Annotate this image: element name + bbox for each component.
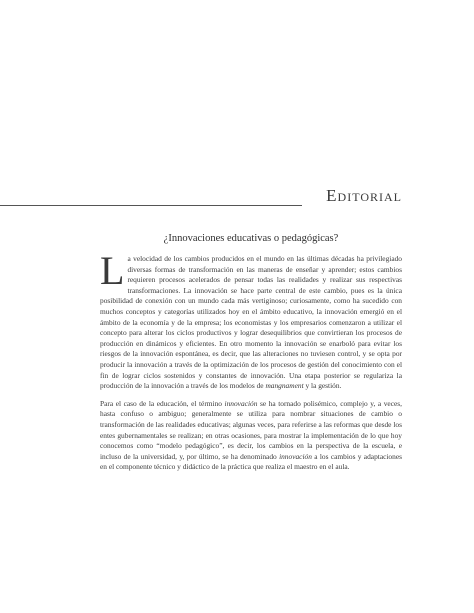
italic-term: innovación: [224, 398, 258, 408]
paragraph-1-end: y la gestión.: [305, 381, 342, 391]
paragraph-1-text: a velocidad de los cambios producidos en el mundo en las últimas décadas ha privilegiado diversas formas de transformación en las maneras de enseñar y aprender; estos cambios requieren procesos acelerados de pensar todas las realidades y realizar sus respectivas transformaciones. La innovación se hace parte central de este cambio, pues es la única posibilidad de conexión con un mundo cada más vertiginoso; curiosamente, como ha sucedido con muchos conceptos y categorías utilizados hoy en el ámbito educativo, la innovación emergió en el ámbito de la economía y de la empresa; los economistas y los empresarios comenzaron a utilizar el concepto para alterar los ciclos productivos y lograr desequilibrios que convirtieran los procesos de producción en dinámicos y eficientes. En otro momento la innovación se enarboló para evitar los riesgos de la innovación espontánea, es decir, que las alteraciones no tuviesen control, y se opta por producir la innovación a través de la optimización de los procesos de gestión del conocimiento con el fin de lograr ciclos sostenidos y constantes de innovación. Una etapa posterior se regulariza la producción de la innovación a través de los modelos de: [100, 254, 402, 391]
paragraph-2-part-b: se ha tornado polisémico, complejo y, a veces, hasta confuso o ambiguo; generalmente se utiliza para nombrar situaciones de cambio o transformación de las realidades educativas; algunas veces, para referirse a las reformas que desde los entes gubernamentales se realizan; en otras ocasiones, para mostrar la implementación de lo que hoy conocemos como “modelo pedagógico”, es decir, los cambios en la perspectiva de la escuela, e incluso de la universidad, y, por último, se ha denominado: [100, 398, 402, 461]
drop-cap: L: [100, 248, 125, 293]
paragraph-1: [100, 248, 402, 392]
section-header: [100, 186, 402, 206]
italic-term: innovación: [279, 451, 312, 461]
italic-term: mangnament: [265, 381, 304, 391]
paragraph-2-part-a: Para el caso de la educación, el término: [100, 398, 222, 408]
article-title: ¿Innovaciones educativas o pedagógicas?: [163, 233, 339, 244]
section-title: Editorial: [326, 186, 402, 205]
paragraph-2: [100, 399, 402, 473]
paragraph-2-part-c: a los cambios y adaptaciones en el componente técnico y didáctico de la práctica que realiza el maestro en el aula.: [100, 451, 402, 472]
section-divider: [0, 205, 302, 206]
article-body: [100, 248, 402, 480]
